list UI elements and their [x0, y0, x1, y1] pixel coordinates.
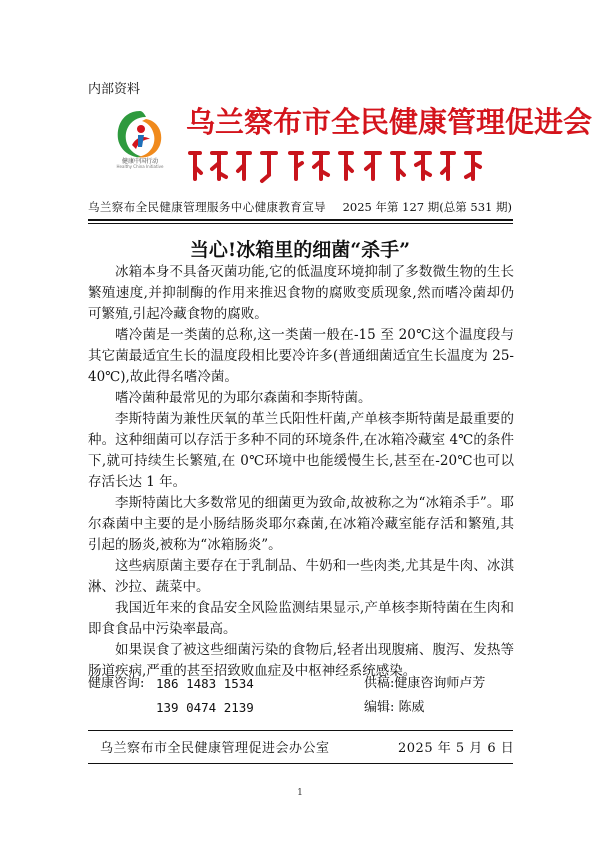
internal-label: 内部资料	[88, 82, 141, 97]
paragraph: 这些病原菌主要存在于乳制品、牛奶和一些肉类,尤其是牛肉、冰淇淋、沙拉、蔬菜中。	[88, 558, 514, 595]
issue-number: 2025 年第 127 期(总第 531 期)	[342, 200, 512, 214]
publish-date: 2025 年 5 月 6 日	[398, 741, 515, 756]
logo-caption: 健康中国行动	[121, 158, 158, 165]
contact-row-1	[88, 672, 514, 696]
masthead-title: 乌兰察布市全民健康管理促进会	[186, 105, 593, 139]
article-body	[88, 262, 514, 682]
supply-label: 供稿:健康咨询师卢芳	[364, 676, 486, 691]
paragraph: 如果误食了被这些细菌污染的食物后,轻者出现腹痛、腹泻、发热等肠道疾病,严重的甚至招致败血症及中枢神经系统感染。	[88, 642, 514, 679]
logo-caption-en: Healthy China Initiative	[116, 164, 164, 169]
editor-label: 编辑: 陈威	[364, 700, 425, 715]
header-rule-thick	[88, 219, 513, 221]
paragraph: 李斯特菌为兼性厌氧的革兰氏阳性杆菌,产单核李斯特菌是最重要的种。这种细菌可以存活于多种不同的环境条件,在冰箱冷藏室 4℃的条件下,就可持续生长繁殖,在 0℃环境中也能缓慢生长,甚至在-20℃也可以存活长达 1 年。	[88, 411, 514, 490]
contact-row-2	[88, 696, 514, 720]
paragraph: 我国近年来的食品安全风险监测结果显示,产单核李斯特菌在生肉和即食食品中污染率最高。	[88, 600, 514, 637]
page-number: 1	[297, 788, 303, 798]
footer-rule-bottom	[88, 763, 513, 764]
article-title: 当心!冰箱里的细菌“杀手”	[189, 239, 411, 261]
publisher-line: 乌兰察布全民健康管理服务中心健康教育宣导	[88, 200, 326, 214]
paragraph: 嗜冷菌是一类菌的总称,这一类菌一般在-15 至 20℃这个温度段与其它菌最适宜生长的温度段相比要冷许多(普通细菌适宜生长温度为 25-40℃),故此得名嗜冷菌。	[88, 327, 514, 385]
mongolian-script-title	[186, 145, 496, 185]
phone-number-1: 186 1483 1534	[156, 676, 254, 691]
consult-label: 健康咨询:	[88, 676, 145, 691]
footer-rule-top	[88, 730, 513, 731]
paragraph: 李斯特菌比大多数常见的细菌更为致命,故被称之为“冰箱杀手”。耶尔森菌中主要的是小肠结肠炎耶尔森菌,在冰箱冷藏室能存活和繁殖,其引起的肠炎,被称为“冰箱肠炎”。	[88, 495, 514, 553]
paragraph: 冰箱本身不具备灭菌功能,它的低温度环境抑制了多数微生物的生长繁殖速度,并抑制酶的作用来推迟食物的腐败变质现象,然而嗜冷菌却仍可繁殖,引起冷藏食物的腐败。	[88, 264, 514, 322]
paragraph: 嗜冷菌种最常见的为耶尔森菌和李斯特菌。	[115, 390, 372, 406]
header-rule-thin	[88, 223, 513, 224]
office-name: 乌兰察布市全民健康管理促进会办公室	[100, 741, 330, 756]
phone-number-2: 139 0474 2139	[156, 700, 254, 715]
contact-info	[88, 672, 514, 720]
